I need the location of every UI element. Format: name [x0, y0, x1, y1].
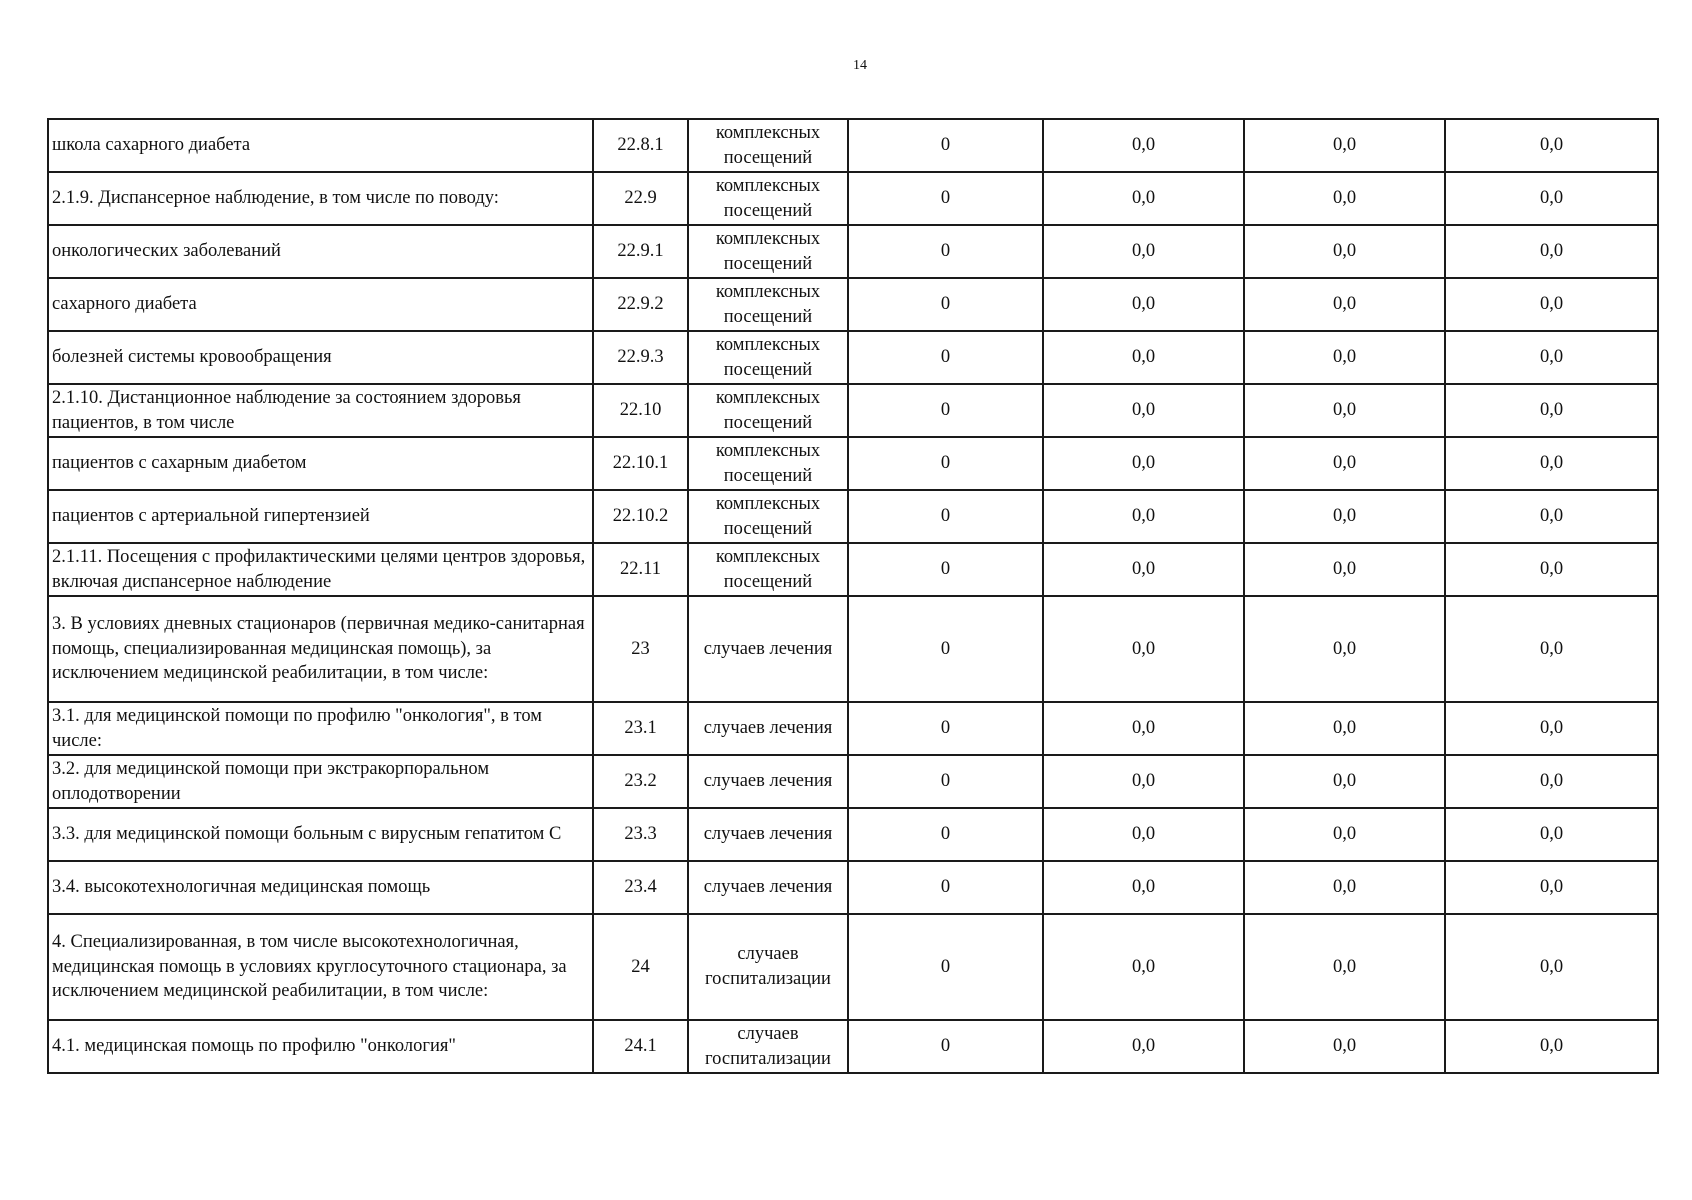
value-cell: 0,0: [1043, 543, 1244, 596]
value-cell: 0,0: [1244, 331, 1445, 384]
row-code-cell: 23.3: [593, 808, 688, 861]
table-row: [48, 278, 1658, 331]
value-cell: 0,0: [1244, 596, 1445, 702]
value-cell: 0,0: [1043, 808, 1244, 861]
row-unit-cell: случаев лечения: [688, 702, 848, 755]
value-cell: 0,0: [1445, 755, 1658, 808]
row-name-cell: 3.3. для медицинской помощи больным с вирусным гепатитом С: [48, 808, 593, 861]
row-code-cell: 22.9.2: [593, 278, 688, 331]
value-cell: 0,0: [1244, 861, 1445, 914]
value-cell: 0: [848, 543, 1043, 596]
value-cell: 0: [848, 119, 1043, 172]
row-name-cell: 4.1. медицинская помощь по профилю "онкология": [48, 1020, 593, 1073]
table-row: [48, 596, 1658, 702]
table-row: [48, 119, 1658, 172]
value-cell: 0,0: [1043, 278, 1244, 331]
row-unit-cell: комплексных посещений: [688, 172, 848, 225]
value-cell: 0,0: [1244, 543, 1445, 596]
row-code-cell: 23.2: [593, 755, 688, 808]
row-name-cell: 3.4. высокотехнологичная медицинская помощь: [48, 861, 593, 914]
value-cell: 0,0: [1043, 172, 1244, 225]
value-cell: 0,0: [1043, 384, 1244, 437]
value-cell: 0,0: [1244, 808, 1445, 861]
value-cell: 0,0: [1043, 755, 1244, 808]
value-cell: 0,0: [1043, 331, 1244, 384]
value-cell: 0,0: [1043, 702, 1244, 755]
row-name-cell: пациентов с сахарным диабетом: [48, 437, 593, 490]
value-cell: 0,0: [1445, 278, 1658, 331]
data-table-container: [47, 118, 1657, 1074]
table-row: [48, 331, 1658, 384]
value-cell: 0,0: [1445, 437, 1658, 490]
value-cell: 0,0: [1445, 331, 1658, 384]
value-cell: 0,0: [1244, 1020, 1445, 1073]
row-name-cell: пациентов с артериальной гипертензией: [48, 490, 593, 543]
table-row: [48, 914, 1658, 1020]
value-cell: 0: [848, 384, 1043, 437]
value-cell: 0,0: [1244, 437, 1445, 490]
row-unit-cell: комплексных посещений: [688, 119, 848, 172]
value-cell: 0,0: [1043, 861, 1244, 914]
data-table: [47, 118, 1659, 1074]
row-name-cell: 2.1.11. Посещения с профилактическими целями центров здоровья, включая диспансерное наблюдение: [48, 543, 593, 596]
row-code-cell: 23: [593, 596, 688, 702]
row-code-cell: 24: [593, 914, 688, 1020]
value-cell: 0,0: [1445, 596, 1658, 702]
table-row: [48, 384, 1658, 437]
value-cell: 0,0: [1445, 119, 1658, 172]
value-cell: 0,0: [1043, 914, 1244, 1020]
value-cell: 0,0: [1244, 172, 1445, 225]
value-cell: 0: [848, 1020, 1043, 1073]
row-unit-cell: случаев госпитализации: [688, 914, 848, 1020]
value-cell: 0: [848, 861, 1043, 914]
row-code-cell: 22.9.3: [593, 331, 688, 384]
value-cell: 0: [848, 490, 1043, 543]
value-cell: 0: [848, 437, 1043, 490]
table-row: [48, 225, 1658, 278]
row-name-cell: 4. Специализированная, в том числе высокотехнологичная, медицинская помощь в условиях круглосуточного стационара, за исключением медицинской реабилитации, в том числе:: [48, 914, 593, 1020]
row-code-cell: 22.9.1: [593, 225, 688, 278]
value-cell: 0,0: [1244, 755, 1445, 808]
value-cell: 0,0: [1445, 172, 1658, 225]
table-body: [48, 119, 1658, 1073]
row-unit-cell: случаев госпитализации: [688, 1020, 848, 1073]
row-code-cell: 23.4: [593, 861, 688, 914]
table-row: [48, 861, 1658, 914]
value-cell: 0,0: [1244, 119, 1445, 172]
value-cell: 0,0: [1043, 1020, 1244, 1073]
table-row: [48, 172, 1658, 225]
value-cell: 0: [848, 331, 1043, 384]
row-name-cell: 2.1.10. Дистанционное наблюдение за состоянием здоровья пациентов, в том числе: [48, 384, 593, 437]
row-code-cell: 24.1: [593, 1020, 688, 1073]
row-name-cell: 3.1. для медицинской помощи по профилю "онкология", в том числе:: [48, 702, 593, 755]
row-name-cell: 3. В условиях дневных стационаров (первичная медико-санитарная помощь, специализированная медицинская помощь), за исключением медицинской реабилитации, в том числе:: [48, 596, 593, 702]
value-cell: 0,0: [1244, 278, 1445, 331]
row-unit-cell: комплексных посещений: [688, 278, 848, 331]
row-unit-cell: случаев лечения: [688, 861, 848, 914]
row-code-cell: 22.8.1: [593, 119, 688, 172]
row-unit-cell: случаев лечения: [688, 596, 848, 702]
value-cell: 0,0: [1445, 490, 1658, 543]
row-unit-cell: комплексных посещений: [688, 543, 848, 596]
value-cell: 0: [848, 278, 1043, 331]
value-cell: 0,0: [1445, 702, 1658, 755]
row-unit-cell: комплексных посещений: [688, 225, 848, 278]
value-cell: 0,0: [1244, 702, 1445, 755]
value-cell: 0,0: [1445, 861, 1658, 914]
value-cell: 0,0: [1043, 119, 1244, 172]
value-cell: 0,0: [1043, 490, 1244, 543]
row-unit-cell: комплексных посещений: [688, 384, 848, 437]
row-unit-cell: комплексных посещений: [688, 331, 848, 384]
page-number: 14: [853, 58, 867, 73]
row-name-cell: 2.1.9. Диспансерное наблюдение, в том числе по поводу:: [48, 172, 593, 225]
value-cell: 0: [848, 702, 1043, 755]
value-cell: 0,0: [1043, 437, 1244, 490]
table-row: [48, 490, 1658, 543]
row-code-cell: 22.11: [593, 543, 688, 596]
row-unit-cell: комплексных посещений: [688, 437, 848, 490]
value-cell: 0,0: [1445, 543, 1658, 596]
value-cell: 0: [848, 914, 1043, 1020]
row-unit-cell: случаев лечения: [688, 808, 848, 861]
value-cell: 0,0: [1244, 490, 1445, 543]
value-cell: 0,0: [1445, 914, 1658, 1020]
value-cell: 0,0: [1043, 225, 1244, 278]
value-cell: 0,0: [1244, 225, 1445, 278]
value-cell: 0,0: [1445, 225, 1658, 278]
value-cell: 0: [848, 172, 1043, 225]
value-cell: 0,0: [1244, 384, 1445, 437]
row-code-cell: 22.10.2: [593, 490, 688, 543]
table-row: [48, 808, 1658, 861]
row-name-cell: онкологических заболеваний: [48, 225, 593, 278]
value-cell: 0: [848, 808, 1043, 861]
row-code-cell: 22.10: [593, 384, 688, 437]
row-name-cell: школа сахарного диабета: [48, 119, 593, 172]
row-unit-cell: случаев лечения: [688, 755, 848, 808]
row-code-cell: 22.10.1: [593, 437, 688, 490]
value-cell: 0,0: [1445, 1020, 1658, 1073]
row-code-cell: 22.9: [593, 172, 688, 225]
row-code-cell: 23.1: [593, 702, 688, 755]
table-row: [48, 543, 1658, 596]
table-row: [48, 755, 1658, 808]
value-cell: 0,0: [1043, 596, 1244, 702]
table-row: [48, 1020, 1658, 1073]
value-cell: 0,0: [1445, 384, 1658, 437]
row-name-cell: 3.2. для медицинской помощи при экстракорпоральном оплодотворении: [48, 755, 593, 808]
row-name-cell: болезней системы кровообращения: [48, 331, 593, 384]
value-cell: 0: [848, 596, 1043, 702]
table-row: [48, 437, 1658, 490]
value-cell: 0: [848, 755, 1043, 808]
row-name-cell: сахарного диабета: [48, 278, 593, 331]
value-cell: 0: [848, 225, 1043, 278]
table-row: [48, 702, 1658, 755]
row-unit-cell: комплексных посещений: [688, 490, 848, 543]
value-cell: 0,0: [1445, 808, 1658, 861]
value-cell: 0,0: [1244, 914, 1445, 1020]
